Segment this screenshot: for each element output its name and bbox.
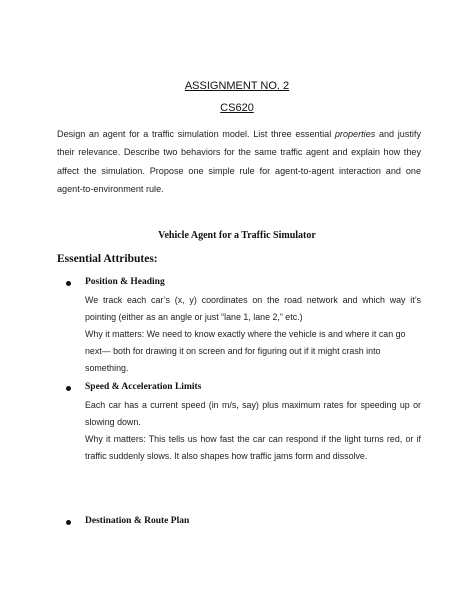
attribute-description: We track each car’s (x, y) coordinates on the road network and which way it’s pointing (either as an angle or just “lane 1, lane 2,” etc.) [85,295,421,322]
prompt-text-part1: Design an agent for a traffic simulation model. List three essential [57,129,335,139]
attribute-rationale: Why it matters: We need to know exactly where the vehicle is and where it can go next— both for drawing it on screen and for figuring out if it might crash into something. [85,329,406,373]
section-title: Vehicle Agent for a Traffic Simulator [158,230,316,241]
prompt-italic-word: properties [334,129,376,139]
attribute-heading: Speed & Acceleration Limits [85,382,202,392]
bullet-icon [66,386,71,391]
attribute-body [85,397,421,465]
prompt-text-part2: and justify their relevance. Describe two behaviors for the same traffic agent and explain how they affect the simulation. Propose one simple rule for agent-to-agent interaction and one agent-to-environment rule. [57,129,421,195]
bullet-icon [66,520,71,525]
assignment-title: ASSIGNMENT NO. 2 [184,80,290,92]
attribute-rationale: Why it matters: This tells us how fast the car can respond if the light turns red, or if traffic suddenly slows. It also shapes how traffic jams form and dissolve. [85,434,421,461]
attribute-heading: Position & Heading [85,277,165,287]
bullet-icon [66,281,71,286]
assignment-prompt [57,125,421,199]
attribute-description: Each car has a current speed (in m/s, say) plus maximum rates for speeding up or slowing down. [85,400,421,427]
attribute-body [85,292,421,377]
essential-attributes-heading: Essential Attributes: [57,253,158,265]
course-code: CS620 [220,102,254,114]
attribute-heading: Destination & Route Plan [85,516,190,526]
